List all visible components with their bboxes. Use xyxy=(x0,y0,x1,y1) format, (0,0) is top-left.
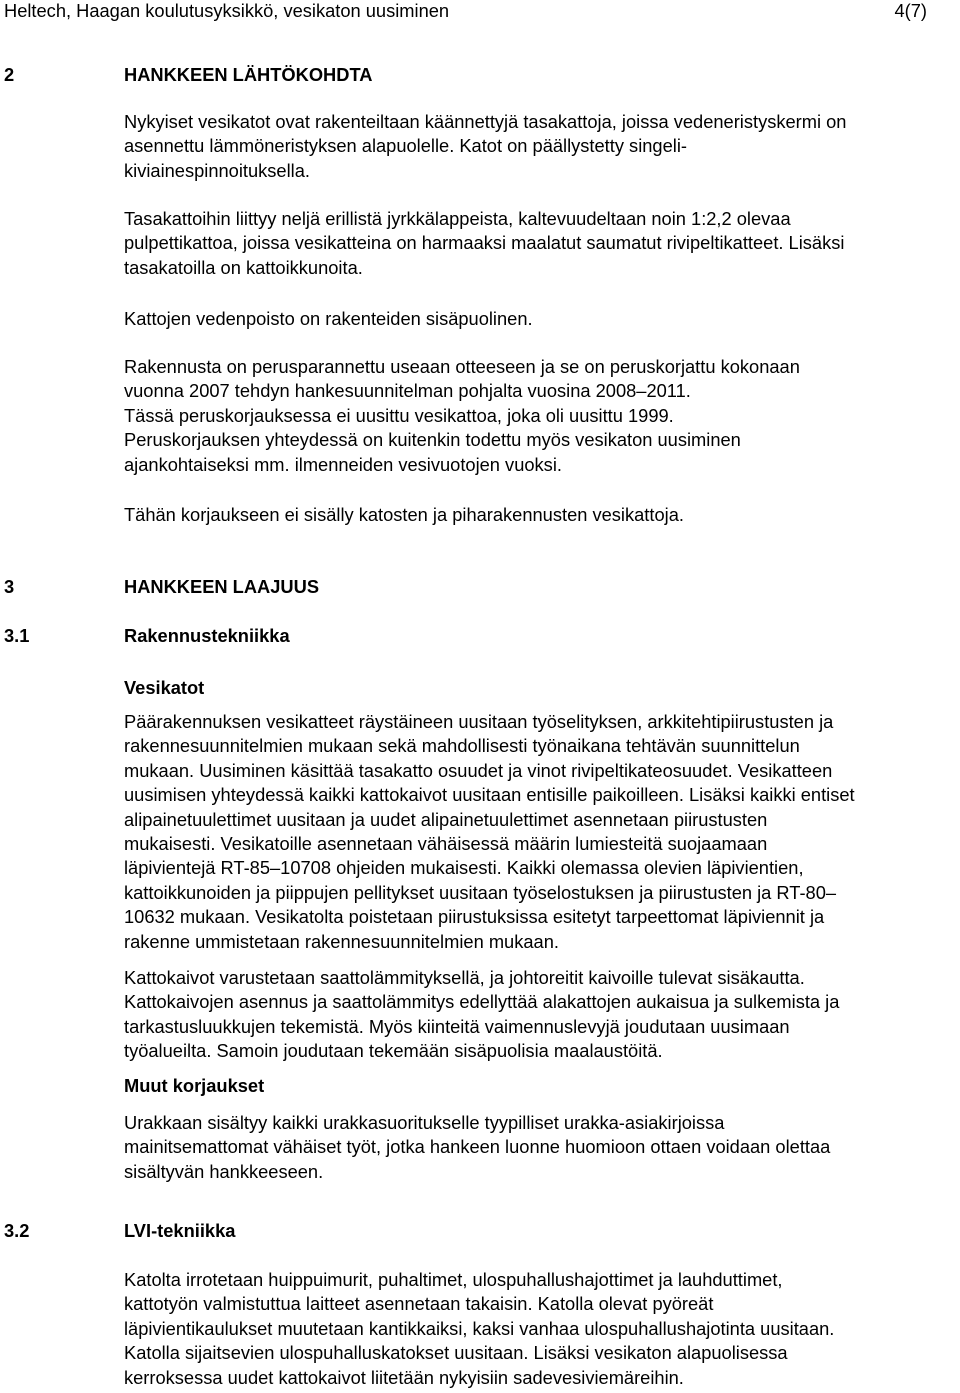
text-line: läpivientikaulukset muutetaan kantikkaiksi, kaksi vanhaa ulospuhallushajotinta uusitaan. xyxy=(124,1317,835,1339)
page-header xyxy=(0,0,960,22)
subsection-heading: LVI-tekniikka xyxy=(124,1220,236,1241)
text-line: Tähän korjaukseen ei sisälly katosten ja piharakennusten vesikattoja. xyxy=(124,504,684,525)
text-line: sisältyvän hankkeeseen. xyxy=(124,1160,324,1182)
text-line: työalueilta. Samoin joudutaan tekemään sisäpuolisia maalaustöitä. xyxy=(124,1040,663,1062)
text-line: rakennesuunnitelmien mukaan sekä mahdollisesti työnaikana tehtävän suunnittelun xyxy=(124,735,800,757)
text-line: Nykyiset vesikatot ovat rakenteiltaan käännettyjä tasakattoja, joissa vedeneristyskermi on xyxy=(124,111,847,132)
paragraph xyxy=(124,307,960,331)
text-line: kattoikkunoiden ja piippujen pellitykset uusitaan työselostuksen ja piirustusten ja RT-80– xyxy=(124,881,837,903)
text-line: Kattokaivojen asennus ja saattolämmitys edellyttää alakattojen aukaisua ja sulkemista ja xyxy=(124,991,840,1013)
text-line: kattotyön valmistuttua laitteet asennetaan takaisin. Katolla olevat pyöreät xyxy=(124,1293,714,1315)
text-line: pulpettikattoa, joissa vesikatteina on harmaaksi maalatut saumatut rivipeltikatteet. Lisäksi xyxy=(124,232,845,254)
paragraph xyxy=(124,1111,960,1184)
paragraph xyxy=(124,207,960,280)
text-line: alipainetuulettimet uusitaan ja uudet alipainetuulettimet asennetaan piirustusten xyxy=(124,808,768,830)
text-line: kerroksessa uudet kattokaivot liitetään nykyisiin sadevesiviemäreihin. xyxy=(124,1366,684,1388)
text-line: mukaan. Uusiminen käsittää tasakatto osuudet ja vinot rivipeltikateosuudet. Vesikatteen xyxy=(124,759,833,781)
text-line: 10632 mukaan. Vesikatolta poistetaan piirustuksissa esitetyt tarpeettomat läpiviennit ja xyxy=(124,906,825,928)
page-number: 4(7) xyxy=(894,0,927,21)
text-line: tarkastusluukkujen tekemistä. Myös kiinteitä vaimennuslevyjä joudutaan uusimaan xyxy=(124,1015,790,1037)
subheading: Vesikatot xyxy=(124,677,205,698)
text-line: läpivientejä RT-85–10708 ohjeiden mukaisesti. Kaikki olemassa olevien läpivientien, xyxy=(124,857,804,879)
text-line: Katolla sijaitsevien ulospuhalluskatokset uusitaan. Lisäksi vesikaton alapuolisessa xyxy=(124,1342,788,1364)
paragraph xyxy=(124,1268,960,1390)
subheading: Muut korjaukset xyxy=(124,1075,265,1096)
subsection-heading: Rakennustekniikka xyxy=(124,625,290,646)
paragraph xyxy=(124,503,960,527)
text-line: mainitsemattomat vähäiset työt, jotka hankeen luonne huomioon ottaen voidaan olettaa xyxy=(124,1136,831,1158)
subsection-number: 3.1 xyxy=(4,625,30,646)
section-heading: HANKKEEN LAAJUUS xyxy=(124,576,320,597)
text-line: Peruskorjauksen yhteydessä on kuitenkin todettu myös vesikaton uusiminen xyxy=(124,429,741,451)
text-line: uusimisen yhteydessä kaikki kattokaivot uusitaan entisille paikoilleen. Lisäksi kaikki entiset xyxy=(124,784,855,806)
paragraph xyxy=(124,355,960,477)
text-line: Rakennusta on perusparannettu useaan otteeseen ja se on peruskorjattu kokonaan xyxy=(124,356,800,377)
text-line: kiviainespinnoituksella. xyxy=(124,159,310,181)
text-line: Päärakennuksen vesikatteet räystäineen uusitaan työselityksen, arkkitehtipiirustusten ja xyxy=(124,711,834,732)
document-title: Heltech, Haagan koulutusyksikkö, vesikaton uusiminen xyxy=(4,0,450,21)
text-line: Tässä peruskorjauksessa ei uusittu vesikattoa, joka oli uusittu 1999. xyxy=(124,404,674,426)
section-number: 3 xyxy=(4,576,15,597)
text-line: Urakkaan sisältyy kaikki urakkasuoritukselle tyypilliset urakka-asiakirjoissa xyxy=(124,1112,725,1133)
section-heading: HANKKEEN LÄHTÖKOHDTA xyxy=(124,64,373,85)
text-line: vuonna 2007 tehdyn hankesuunnitelman pohjalta vuosina 2008–2011. xyxy=(124,380,691,402)
text-line: tasakatoilla on kattoikkunoita. xyxy=(124,256,363,278)
text-line: Kattokaivot varustetaan saattolämmityksellä, ja johtoreitit kaivoille tulevat sisäkautta. xyxy=(124,967,805,988)
text-line: ajankohtaiseksi mm. ilmenneiden vesivuotojen vuoksi. xyxy=(124,453,562,475)
text-line: Katolta irrotetaan huippuimurit, puhaltimet, ulospuhallushajottimet ja lauhduttimet, xyxy=(124,1269,783,1290)
text-line: mukaisesti. Vesikatoille asennetaan vähäisessä määrin lumiesteitä suojaamaan xyxy=(124,833,768,855)
paragraph xyxy=(124,110,960,183)
text-line: Tasakattoihin liittyy neljä erillistä jyrkkälappeista, kaltevuudeltaan noin 1:2,2 olevaa xyxy=(124,208,791,229)
paragraph xyxy=(124,710,960,954)
subsection-number: 3.2 xyxy=(4,1220,30,1241)
text-line: asennettu lämmöneristyksen alapuolelle. Katot on päällystetty singeli- xyxy=(124,135,687,157)
text-line: Kattojen vedenpoisto on rakenteiden sisäpuolinen. xyxy=(124,308,533,329)
text-line: rakenne ummistetaan rakennesuunnitelmien mukaan. xyxy=(124,930,559,952)
section-number: 2 xyxy=(4,64,15,85)
paragraph xyxy=(124,966,960,1064)
